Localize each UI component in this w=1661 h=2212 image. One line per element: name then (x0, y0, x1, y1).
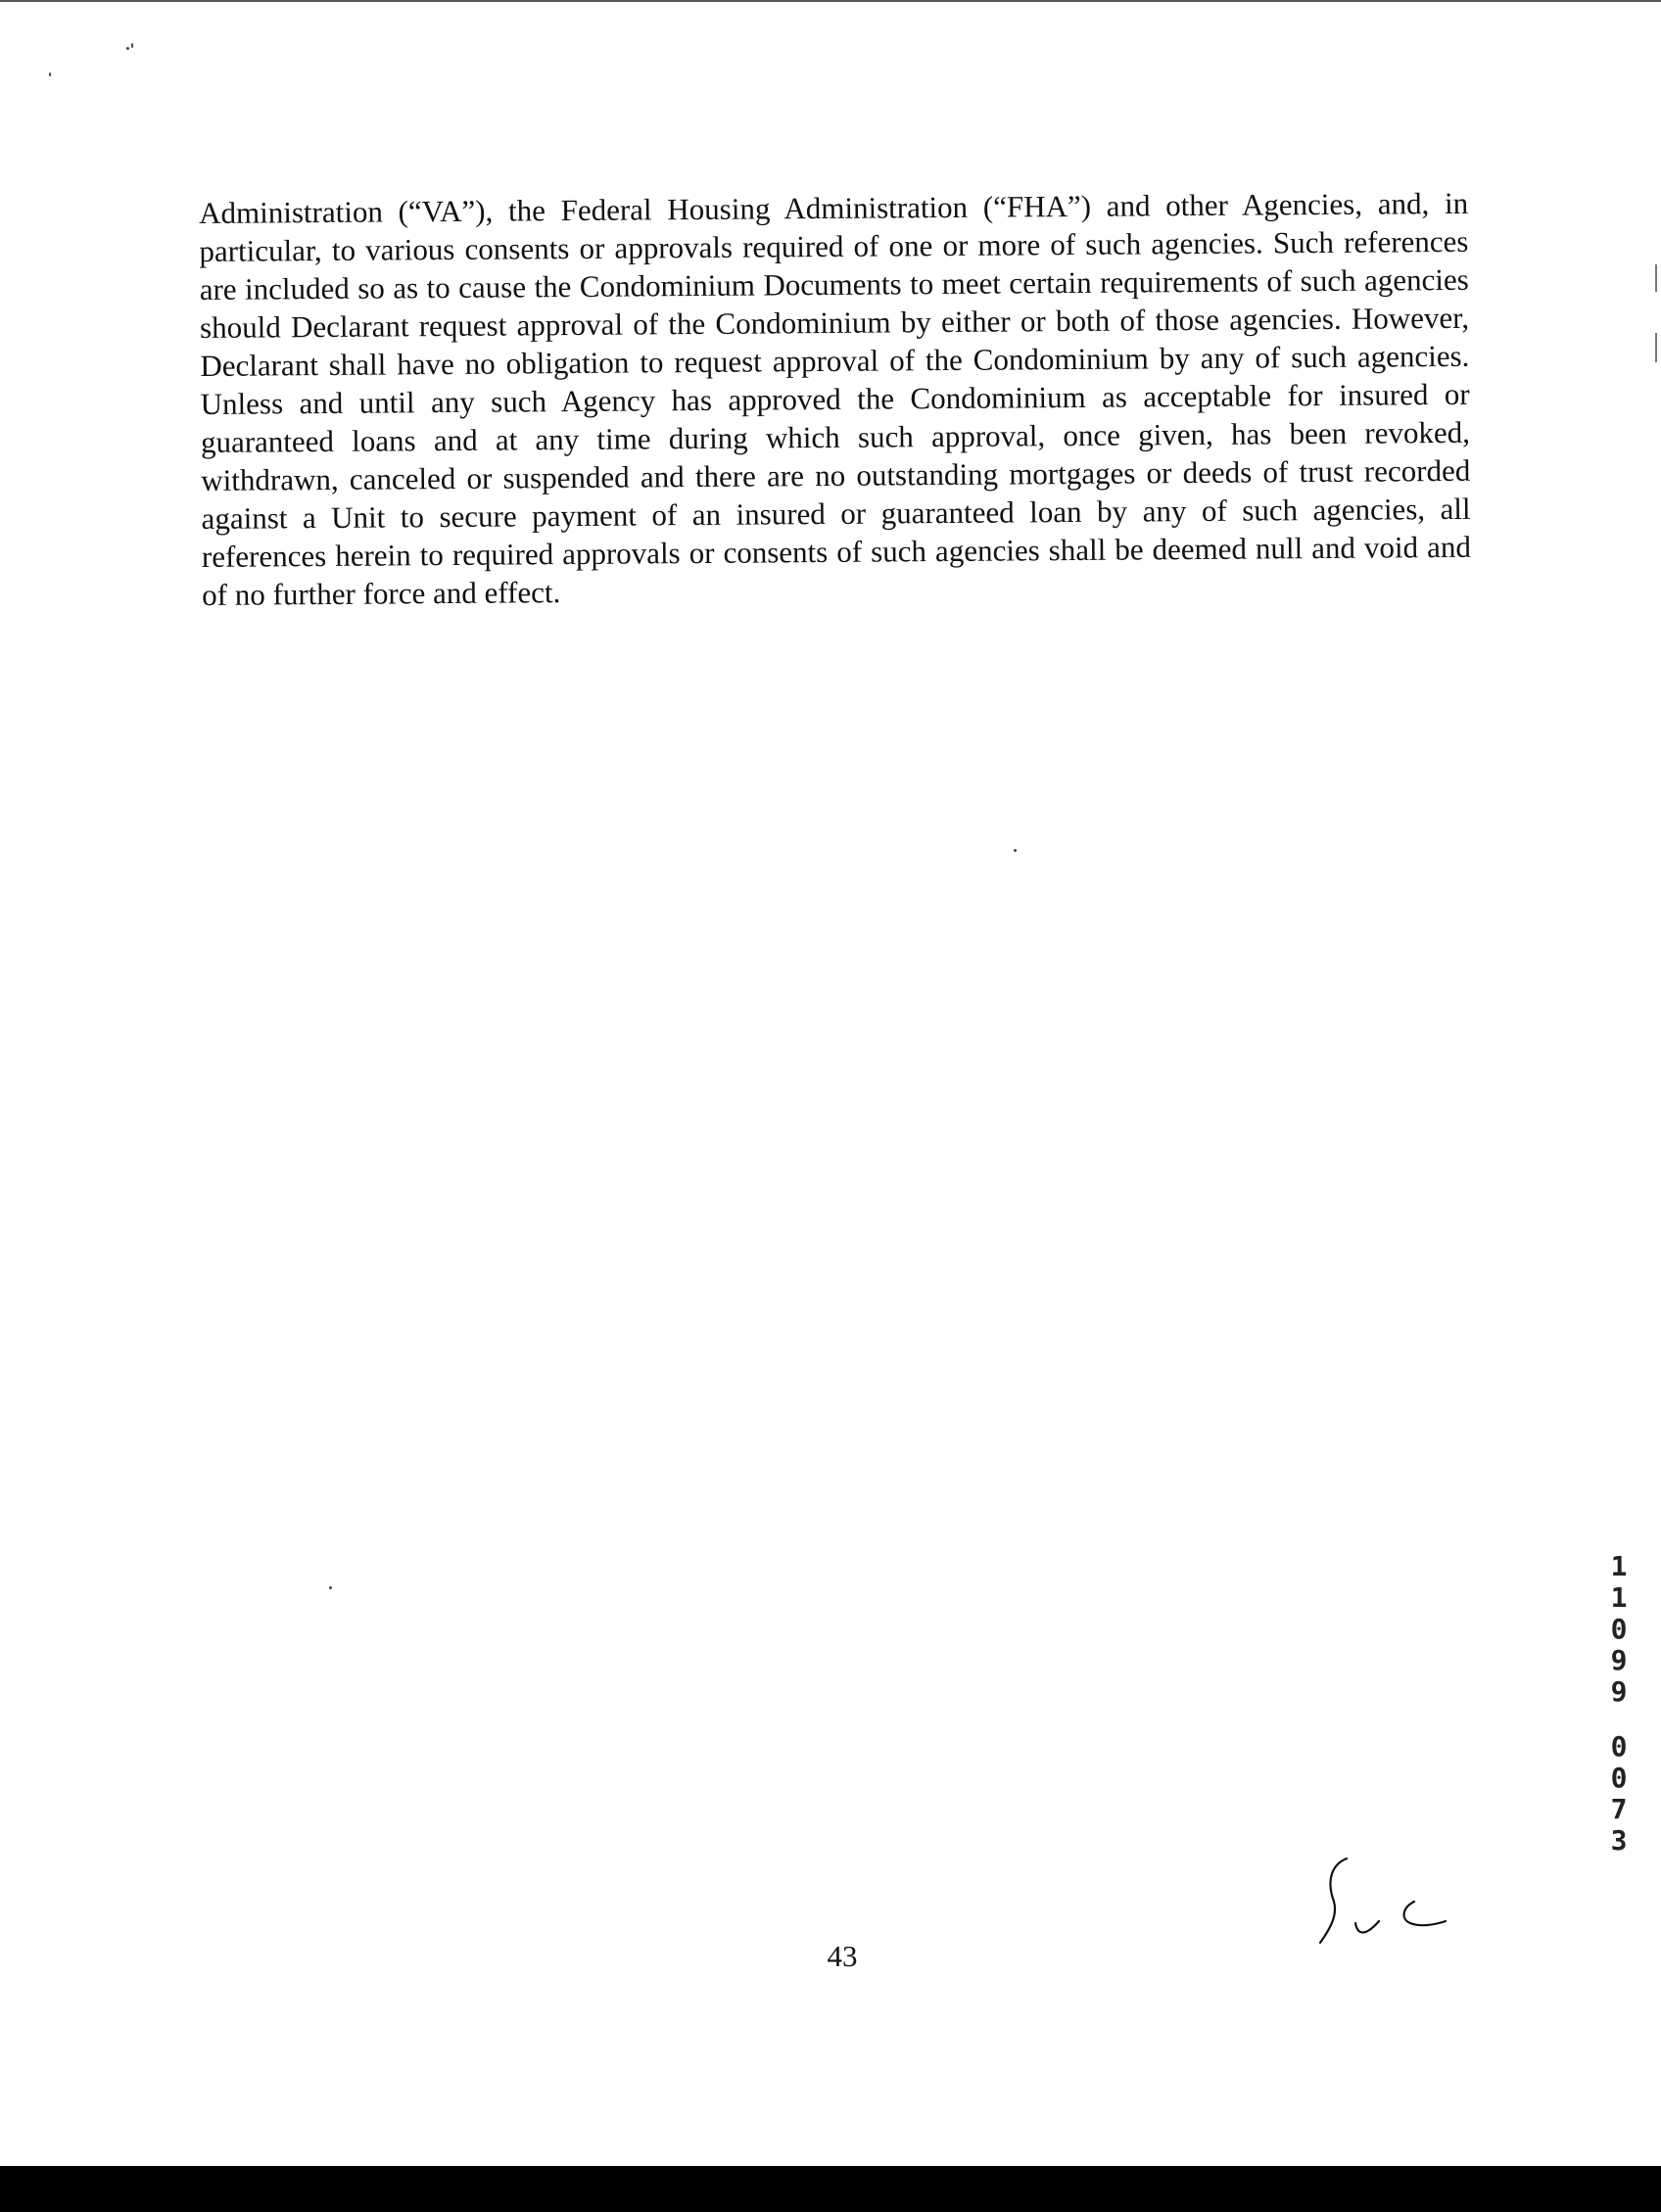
scan-speck (1014, 849, 1017, 852)
scan-speck (49, 72, 51, 76)
stamp-digit: 1 (1610, 1581, 1628, 1614)
page-number: 43 (827, 1939, 858, 1973)
scan-speck (126, 47, 129, 50)
scan-top-edge (0, 0, 1661, 2)
scan-speck (131, 43, 133, 48)
stamp-digit: 1 (1610, 1550, 1628, 1582)
handwritten-initials (1312, 1851, 1459, 1958)
stamp-gap (1602, 1708, 1636, 1731)
stamp-digit: 9 (1610, 1675, 1628, 1708)
stamp-digit: 9 (1610, 1644, 1628, 1676)
stamp-digit: 0 (1610, 1762, 1628, 1794)
stamp-digit: 3 (1610, 1824, 1628, 1857)
stamp-digit: 0 (1610, 1613, 1628, 1645)
document-stamp-number (1602, 1551, 1636, 1857)
scan-bottom-border (0, 2166, 1661, 2212)
scan-margin-mark (1655, 333, 1657, 362)
body-paragraph: Administration (“VA”), the Federal Housing Administration (“FHA”) and other Agencies, and, in particular, to various consents or approvals required of one or more of such agencies. Such references are included so as to cause the Condominium Documents to meet certain requirements of such agencies should Declarant request approval of the Condominium by either or both of those agencies. However, Declarant shall have no obligation to request approval of the Condominium by any of such agencies. Unless and until any such Agency has approved the Condominium as acceptable for insured or guaranteed loans and at any time during which such approval, once given, has been revoked, withdrawn, canceled or suspended and there are no outstanding mortgages or deeds of trust recorded against a Unit to secure payment of an insured or guaranteed loan by any of such agencies, all references herein to required approvals or consents of such agencies shall be deemed null and void and of no further force and effect. (199, 185, 1472, 612)
stamp-digit: 7 (1610, 1793, 1628, 1825)
stamp-digit: 0 (1610, 1730, 1628, 1763)
scan-speck (329, 1586, 332, 1589)
scan-margin-mark (1655, 264, 1657, 292)
